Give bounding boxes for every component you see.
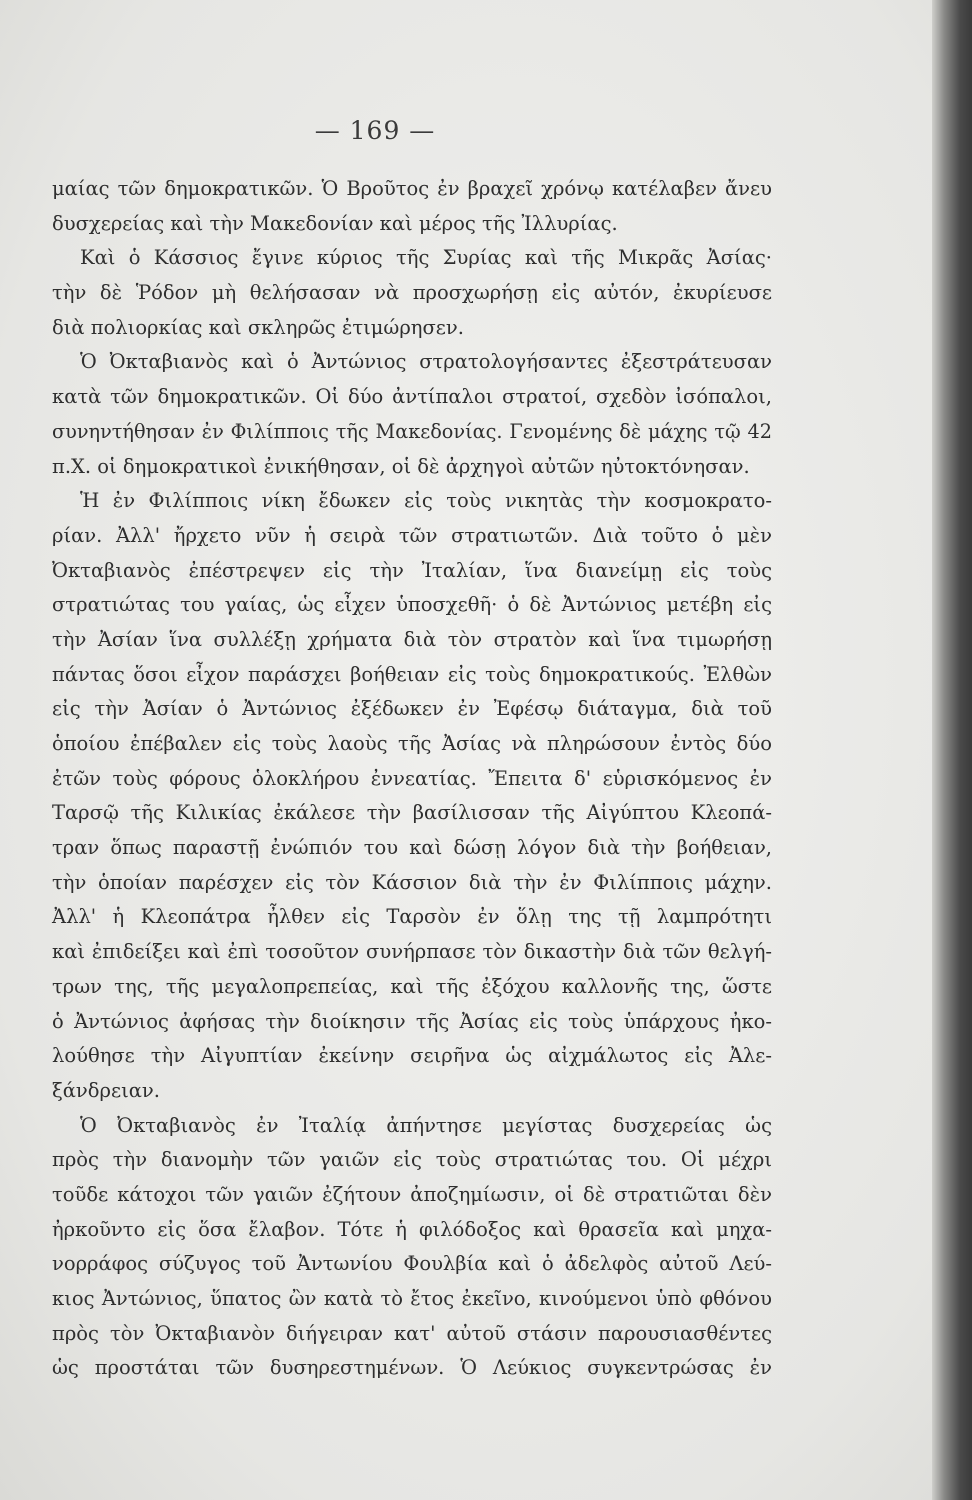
text-line: ξάνδρειαν. xyxy=(52,1078,160,1102)
text-line: Ὁ Ὀκταβιανὸς καὶ ὁ Ἀντώνιος στρατολογήσαντες ἐξεστράτευσαν xyxy=(80,350,772,374)
text-line: πρὸς τὴν διανομὴν τῶν γαιῶν εἰς τοὺς στρατιώτας του. Οἱ μέχρι xyxy=(52,1148,772,1172)
text-line: δυσχερείας καὶ τὴν Μακεδονίαν καὶ μέρος τῆς Ἰλλυρίας. xyxy=(52,211,618,235)
text-line: εἰς τὴν Ἀσίαν ὁ Ἀντώνιος ἐξέδωκεν ἐν Ἐφέσῳ διάταγμα, διὰ τοῦ xyxy=(52,697,772,721)
text-line: διὰ πολιορκίας καὶ σκληρῶς ἐτιμώρησεν. xyxy=(52,315,464,339)
text-line: συνηντήθησαν ἐν Φιλίπποις τῆς Μακεδονίας. Γενομένης δὲ μάχης τῷ 42 xyxy=(52,419,772,443)
text-line: Ταρσῷ τῆς Κιλικίας ἐκάλεσε τὴν βασίλισσαν τῆς Αἰγύπτου Κλεοπά- xyxy=(52,801,772,825)
text-line: τραν ὅπως παραστῇ ἐνώπιόν του καὶ δώσῃ λόγον διὰ τὴν βοήθειαν, xyxy=(52,836,772,860)
text-line: π.Χ. οἱ δημοκρατικοὶ ἐνικήθησαν, οἱ δὲ ἀρχηγοὶ αὐτῶν ηὐτοκτόνησαν. xyxy=(52,454,750,478)
text-line: τὴν δὲ Ῥόδον μὴ θελήσασαν νὰ προσχωρήσῃ εἰς αὐτόν, ἐκυρίευσε xyxy=(52,281,772,305)
text-line: ὡς προστάται τῶν δυσηρεστημένων. Ὁ Λεύκιος συγκεντρώσας ἐν xyxy=(52,1356,772,1380)
text-line: Καὶ ὁ Κάσσιος ἔγινε κύριος τῆς Συρίας καὶ τῆς Μικρᾶς Ἀσίας· xyxy=(80,246,772,270)
text-line: πάντας ὅσοι εἶχον παράσχει βοήθειαν εἰς τοὺς δημοκρατικούς. Ἐλθὼν xyxy=(52,662,772,686)
text-line: Ἡ ἐν Φιλίπποις νίκη ἔδωκεν εἰς τοὺς νικητὰς τὴν κοσμοκρατο- xyxy=(80,489,772,513)
text-line: πρὸς τὸν Ὀκταβιανὸν διήγειραν κατ' αὐτοῦ στάσιν παρουσιασθέντες xyxy=(52,1321,772,1345)
text-line: Ἀλλ' ἡ Κλεοπάτρα ἦλθεν εἰς Ταρσὸν ἐν ὅλῃ της τῇ λαμπρότητι xyxy=(52,905,772,929)
page-number: — 169 — xyxy=(314,116,436,145)
text-line: κατὰ τῶν δημοκρατικῶν. Οἱ δύο ἀντίπαλοι στρατοί, σχεδὸν ἰσόπαλοι, xyxy=(52,385,772,409)
page-edge-shadow xyxy=(932,0,972,1500)
text-line: τὴν ὁποίαν παρέσχεν εἰς τὸν Κάσσιον διὰ τὴν ἐν Φιλίπποις μάχην. xyxy=(52,870,772,894)
text-line: τὴν Ἀσίαν ἵνα συλλέξῃ χρήματα διὰ τὸν στρατὸν καὶ ἵνα τιμωρήσῃ xyxy=(52,627,772,651)
text-line: Ὁ Ὀκταβιανὸς ἐν Ἰταλίᾳ ἀπήντησε μεγίστας δυσχερείας ὡς xyxy=(80,1113,772,1137)
text-line: ἠρκοῦντο εἰς ὅσα ἔλαβον. Τότε ἡ φιλόδοξος καὶ θρασεῖα καὶ μηχα- xyxy=(52,1217,772,1241)
text-line: κιος Ἀντώνιος, ὕπατος ὢν κατὰ τὸ ἔτος ἐκεῖνο, κινούμενοι ὑπὸ φθόνου xyxy=(52,1287,772,1310)
text-line: ὁποίου ἐπέβαλεν εἰς τοὺς λαοὺς τῆς Ἀσίας νὰ πληρώσουν ἐντὸς δύο xyxy=(52,732,772,755)
text-line: τρων της, τῆς μεγαλοπρεπείας, καὶ τῆς ἐξόχου καλλονῆς της, ὥστε xyxy=(52,974,772,998)
text-line: ἐτῶν τοὺς φόρους ὁλοκλήρου ἐννεατίας. Ἔπειτα δ' εὑρισκόμενος ἐν xyxy=(52,766,772,790)
body-text xyxy=(52,172,772,1386)
text-line: καὶ ἐπιδείξει καὶ ἐπὶ τοσοῦτον συνήρπασε τὸν δικαστὴν διὰ τῶν θελγή- xyxy=(52,940,772,964)
text-line: νορράφος σύζυγος τοῦ Ἀντωνίου Φουλβία καὶ ὁ ἀδελφὸς αὐτοῦ Λεύ- xyxy=(52,1252,772,1276)
text-line: Ὀκταβιανὸς ἐπέστρεψεν εἰς τὴν Ἰταλίαν, ἵνα διανείμῃ εἰς τοὺς xyxy=(52,558,772,582)
text-line: τοῦδε κάτοχοι τῶν γαιῶν ἐζήτουν ἀποζημίωσιν, οἱ δὲ στρατιῶται δὲν xyxy=(52,1182,772,1206)
text-line: στρατιώτας του γαίας, ὡς εἶχεν ὑποσχεθῆ· ὁ δὲ Ἀντώνιος μετέβη εἰς xyxy=(52,593,772,617)
text-line: ὁ Ἀντώνιος ἀφήσας τὴν διοίκησιν τῆς Ἀσίας εἰς τοὺς ὑπάρχους ἠκο- xyxy=(52,1009,772,1033)
text-line: μαίας τῶν δημοκρατικῶν. Ὁ Βροῦτος ἐν βραχεῖ χρόνῳ κατέλαβεν ἄνευ xyxy=(52,177,772,200)
text-line: ρίαν. Ἀλλ' ἤρχετο νῦν ἡ σειρὰ τῶν στρατιωτῶν. Διὰ τοῦτο ὁ μὲν xyxy=(52,523,772,547)
text-line: λούθησε τὴν Αἰγυπτίαν ἐκείνην σειρῆνα ὡς αἰχμάλωτος εἰς Ἀλε- xyxy=(52,1044,772,1068)
